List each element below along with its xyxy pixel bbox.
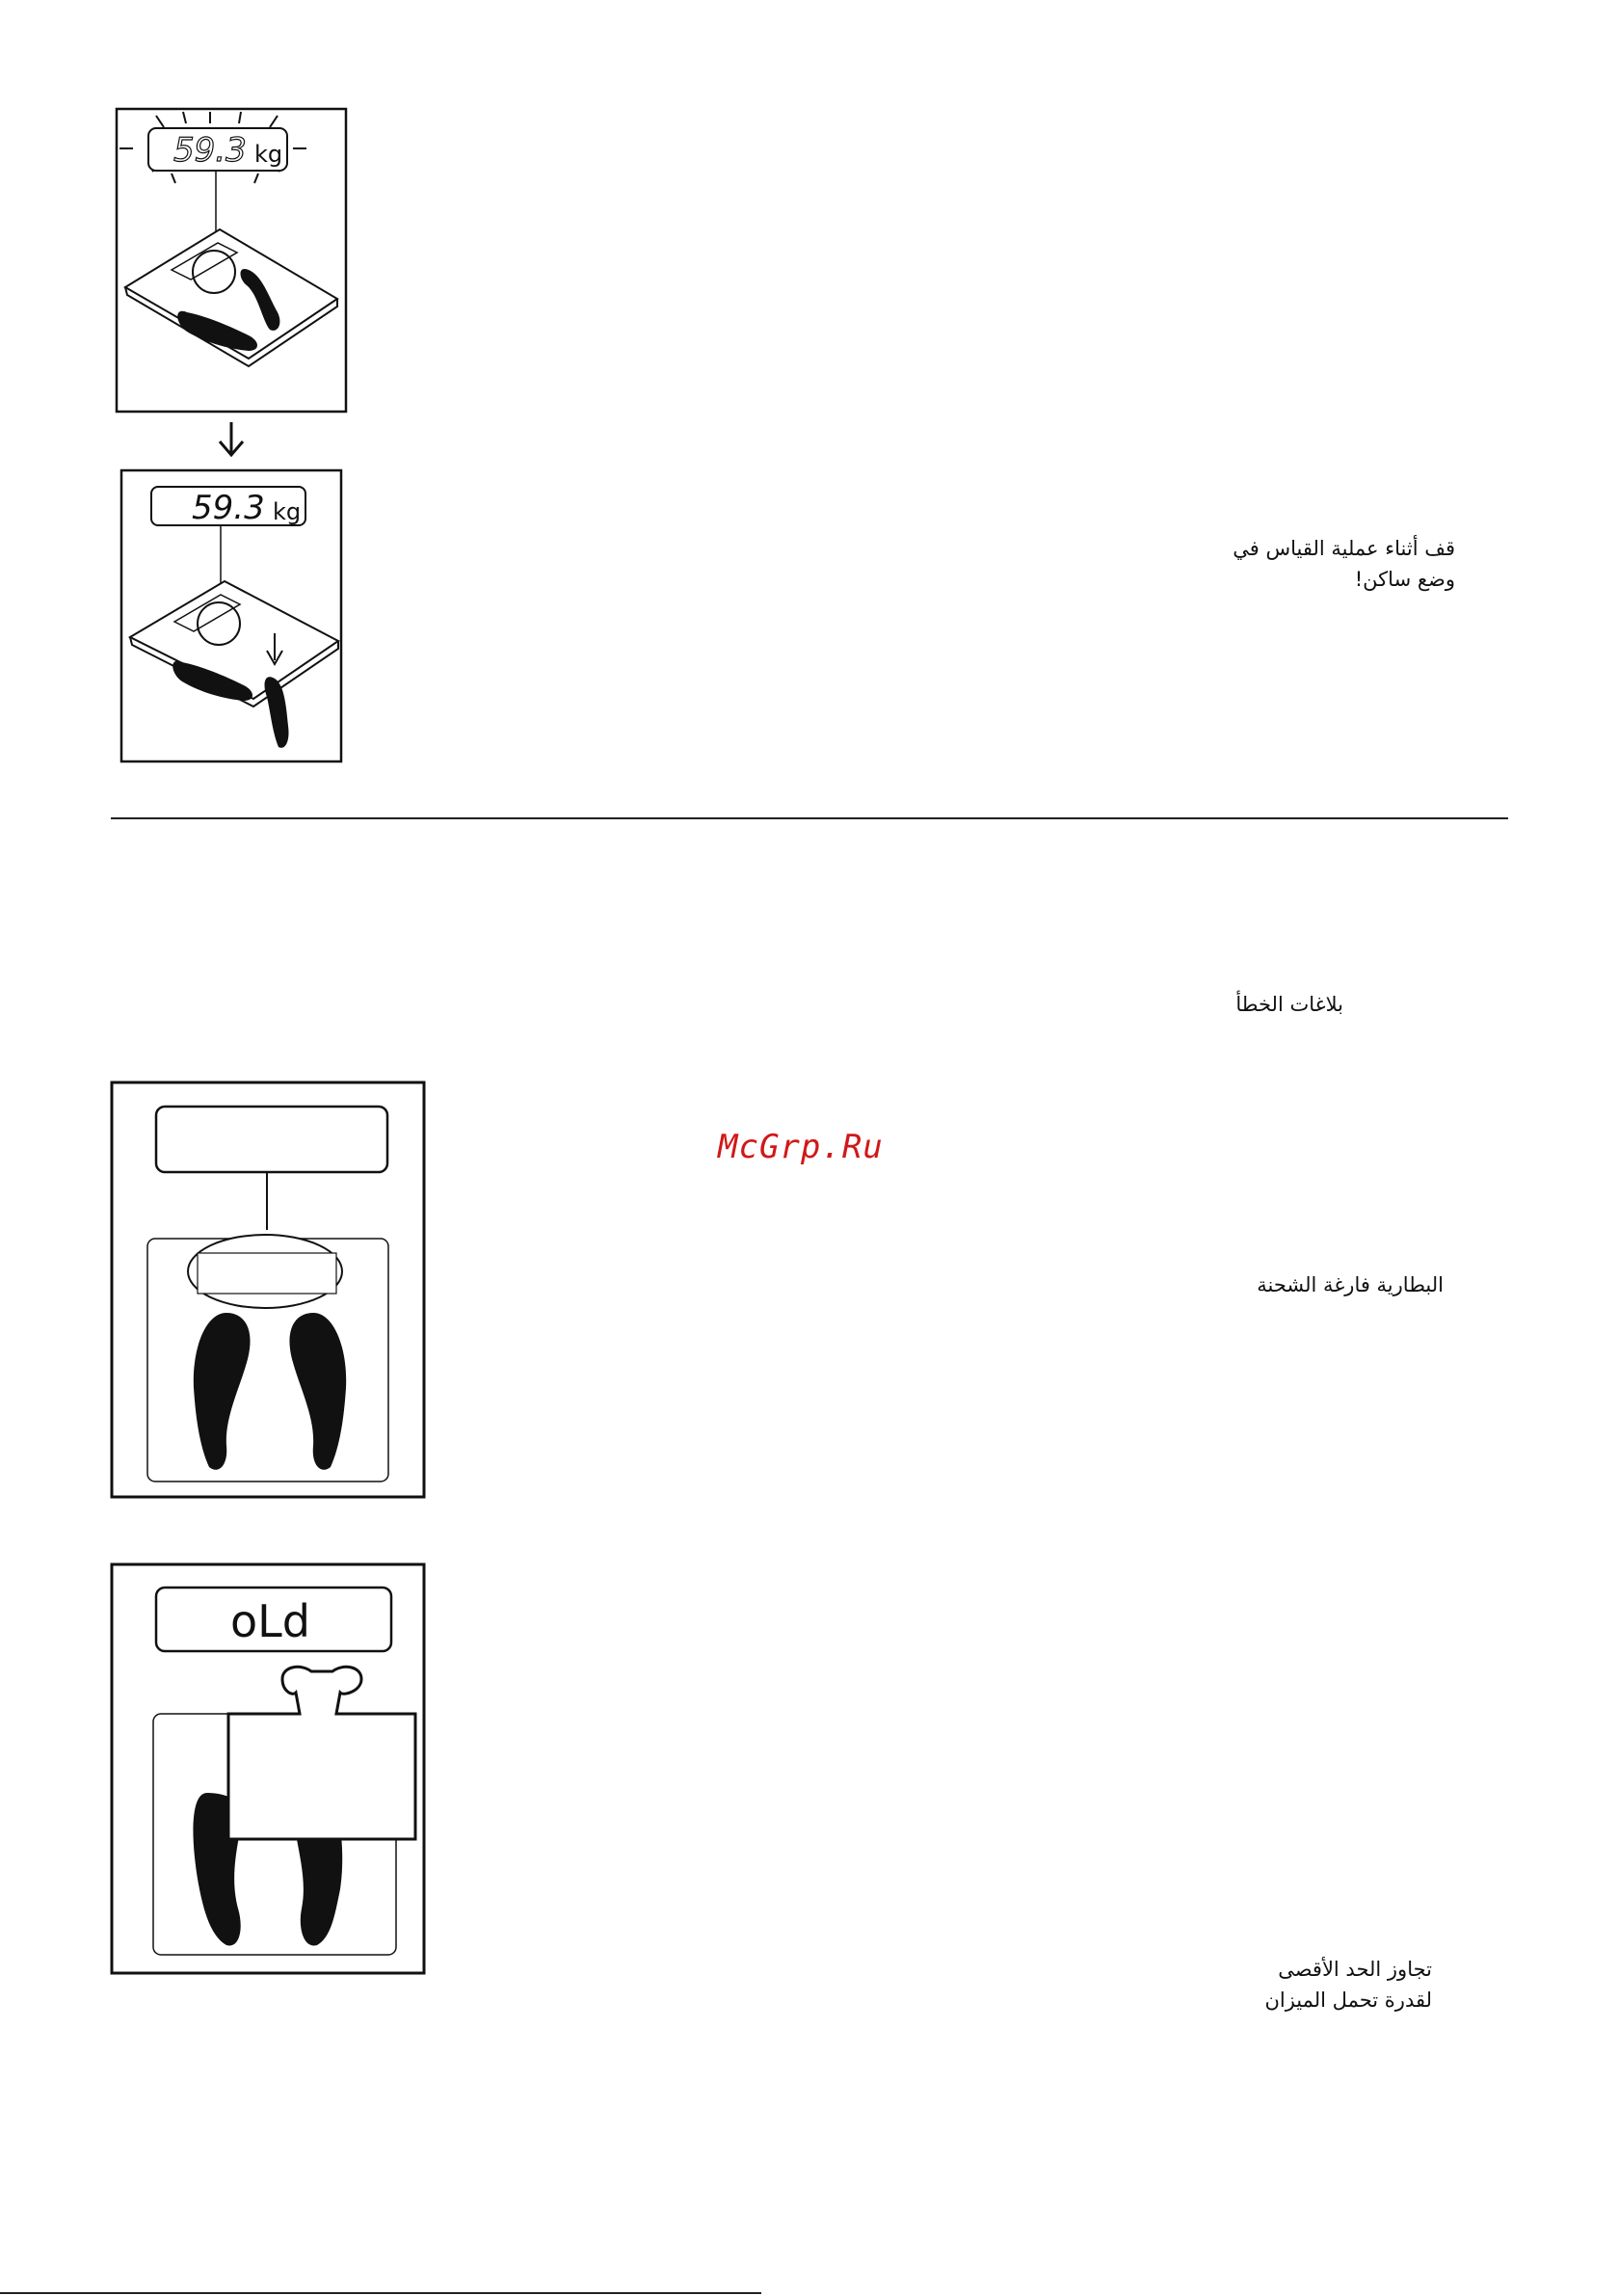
battery-empty-label: البطارية فارغة الشحنة: [1257, 1273, 1444, 1296]
figure-overload: [109, 1562, 427, 1976]
blinking-weight-value: 59.3: [173, 131, 247, 170]
watermark: McGrp.Ru: [718, 1128, 884, 1166]
instruction-line-2: وضع ساكن!: [1354, 568, 1455, 591]
arrow-down-icon: [214, 420, 249, 459]
steady-weight-value: 59.3: [192, 489, 265, 527]
figure-battery-empty: [109, 1080, 427, 1500]
footer-rule: [0, 2292, 761, 2294]
overload-label: [1137, 1954, 1432, 2016]
error-messages-heading: بلاغات الخطأ: [1235, 993, 1343, 1016]
instruction-line-1: قف أثناء عملية القياس في: [1233, 537, 1455, 560]
steady-unit: kg: [273, 498, 302, 525]
instruction-text: [1137, 533, 1455, 595]
overload-line-1: تجاوز الحد الأقصى: [1278, 1958, 1432, 1981]
blinking-unit: kg: [254, 141, 283, 168]
section-divider: [111, 817, 1508, 819]
figure-steady-display: [119, 467, 346, 766]
overload-display-text: oLd: [230, 1595, 310, 1647]
overload-line-2: لقدرة تحمل الميزان: [1264, 1989, 1432, 2012]
figure-blinking-display: [114, 106, 351, 416]
